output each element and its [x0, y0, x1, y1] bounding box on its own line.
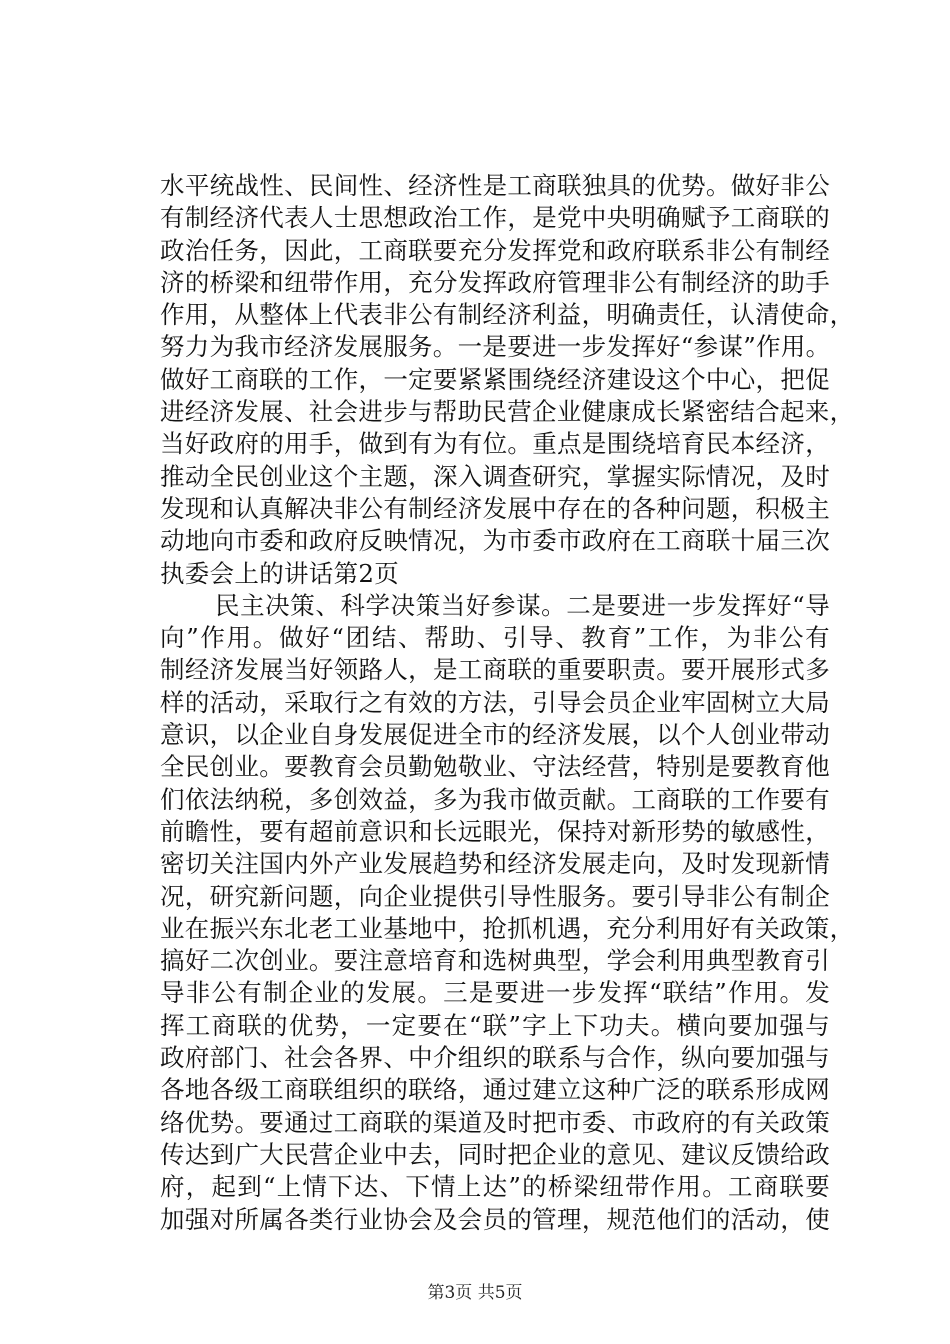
- paragraph: [160, 590, 855, 1236]
- text-line: 执委会上的讲话第2页: [160, 558, 400, 588]
- text-line: 样的活动，采取行之有效的方法，引导会员企业牢固树立大局: [160, 687, 830, 717]
- text-line: 推动全民创业这个主题，深入调查研究，掌握实际情况，及时: [160, 461, 830, 491]
- text-line: 水平统战性、民间性、经济性是工商联独具的优势。做好非公: [160, 171, 830, 200]
- text-line: 意识，以企业自身发展促进全市的经济发展，以个人创业带动: [160, 720, 830, 750]
- text-line: 进经济发展、社会进步与帮助民营企业健康成长紧密结合起来，: [160, 397, 855, 427]
- text-line: 有制经济代表人士思想政治工作，是党中央明确赋予工商联的: [160, 203, 830, 233]
- text-line: 发现和认真解决非公有制经济发展中存在的各种问题，积极主: [160, 493, 830, 523]
- text-line: 传达到广大民营企业中去，同时把企业的意见、建议反馈给政: [160, 1139, 830, 1169]
- text-line: 导非公有制企业的发展。三是要进一步发挥“联结”作用。发: [160, 978, 830, 1008]
- text-line: 加强对所属各类行业协会及会员的管理，规范他们的活动，使: [160, 1204, 830, 1234]
- text-line: 向”作用。做好“团结、帮助、引导、教育”工作，为非公有: [160, 623, 830, 653]
- text-line: 各地各级工商联组织的联络，通过建立这种广泛的联系形成网: [160, 1075, 830, 1105]
- text-line: 努力为我市经济发展服务。一是要进一步发挥好“参谋”作用。: [160, 332, 831, 362]
- text-line: 作用，从整体上代表非公有制经济利益，明确责任，认清使命，: [160, 300, 855, 330]
- text-line: 政府部门、社会各界、中介组织的联系与合作，纵向要加强与: [160, 1043, 830, 1073]
- document-body: [160, 170, 855, 1236]
- text-line: 密切关注国内外产业发展趋势和经济发展走向，及时发现新情: [160, 849, 830, 879]
- text-line: 政治任务，因此，工商联要充分发挥党和政府联系非公有制经: [160, 235, 830, 265]
- text-line: 况，研究新问题，向企业提供引导性服务。要引导非公有制企: [160, 881, 830, 911]
- text-line: 民主决策、科学决策当好参谋。二是要进一步发挥好“导: [215, 590, 830, 620]
- text-line: 前瞻性，要有超前意识和长远眼光，保持对新形势的敏感性，: [160, 816, 830, 846]
- text-line: 全民创业。要教育会员勤勉敬业、守法经营，特别是要教育他: [160, 752, 830, 782]
- text-line: 济的桥梁和纽带作用，充分发挥政府管理非公有制经济的助手: [160, 267, 830, 297]
- text-line: 络优势。要通过工商联的渠道及时把市委、市政府的有关政策: [160, 1107, 830, 1137]
- paragraph: [160, 170, 855, 590]
- page-footer: 第3页 共5页: [427, 1283, 523, 1303]
- text-line: 业在振兴东北老工业基地中，抢抓机遇，充分利用好有关政策，: [160, 913, 855, 943]
- text-line: 搞好二次创业。要注意培育和选树典型，学会利用典型教育引: [160, 946, 830, 976]
- text-line: 当好政府的用手，做到有为有位。重点是围绕培育民本经济，: [160, 429, 830, 459]
- text-line: 制经济发展当好领路人，是工商联的重要职责。要开展形式多: [160, 655, 830, 685]
- text-line: 挥工商联的优势，一定要在“联”字上下功夫。横向要加强与: [160, 1010, 830, 1040]
- text-line: 动地向市委和政府反映情况，为市委市政府在工商联十届三次: [160, 526, 830, 556]
- text-line: 们依法纳税，多创效益，多为我市做贡献。工商联的工作要有: [160, 784, 830, 814]
- text-line: 府，起到“上情下达、下情上达”的桥梁纽带作用。工商联要: [160, 1172, 830, 1202]
- text-line: 做好工商联的工作，一定要紧紧围绕经济建设这个中心，把促: [160, 364, 830, 394]
